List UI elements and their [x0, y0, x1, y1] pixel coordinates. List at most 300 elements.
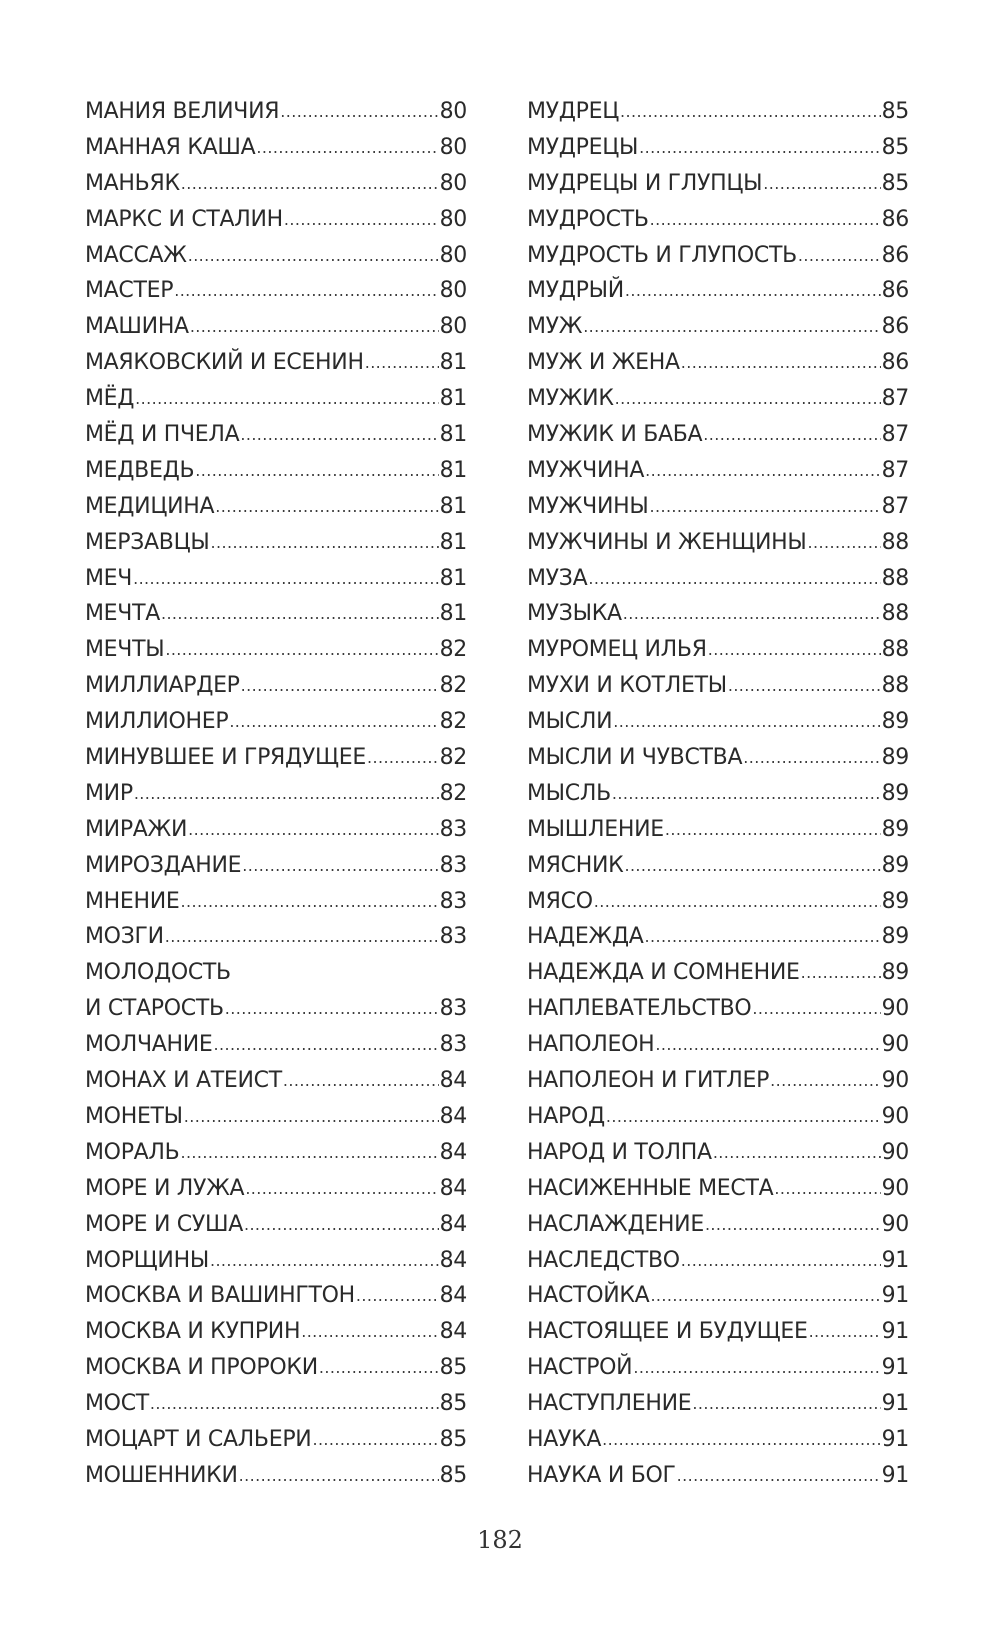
- dot-leader: [808, 524, 881, 561]
- index-term: НАСИЖЕННЫЕ МЕСТА: [527, 1175, 774, 1201]
- index-entry: [85, 884, 467, 920]
- index-page-ref: 91: [881, 1426, 909, 1452]
- dot-leader: [301, 1313, 438, 1350]
- index-entry: [85, 1278, 467, 1314]
- index-entry: [527, 489, 909, 525]
- dot-leader: [615, 380, 881, 417]
- index-page-ref: 83: [439, 1032, 467, 1058]
- dot-leader: [188, 237, 439, 274]
- index-entry: [527, 130, 909, 166]
- index-term: МОНЕТЫ: [85, 1103, 183, 1129]
- dot-leader: [624, 847, 880, 884]
- index-page-ref: 85: [439, 1391, 467, 1417]
- index-page-ref: 82: [439, 780, 467, 806]
- index-term: МОРЕ И ЛУЖА: [85, 1175, 245, 1201]
- dot-leader: [613, 703, 880, 740]
- dot-leader: [588, 560, 880, 597]
- dot-leader: [633, 1349, 880, 1386]
- index-entry: [85, 489, 467, 525]
- index-entry: [527, 1350, 909, 1386]
- index-term: МИРОЗДАНИЕ: [85, 852, 242, 878]
- dot-leader: [650, 201, 881, 238]
- index-entry: [85, 94, 467, 130]
- index-page-ref: 81: [439, 529, 467, 555]
- index-entry: [527, 1386, 909, 1422]
- index-page-ref: 84: [439, 1139, 467, 1165]
- index-entry: [527, 381, 909, 417]
- index-page-ref: 84: [439, 1319, 467, 1345]
- index-entry: [527, 238, 909, 274]
- index-entry: [527, 1171, 909, 1207]
- index-term: МУЖИК: [527, 386, 614, 412]
- index-term: МЫСЛИ: [527, 709, 613, 735]
- dot-leader: [181, 165, 439, 202]
- index-page-ref: 90: [881, 1032, 909, 1058]
- index-page-ref: 80: [439, 314, 467, 340]
- dot-leader: [798, 237, 881, 274]
- dot-leader: [752, 990, 880, 1027]
- dot-leader: [774, 1170, 880, 1207]
- index-page-ref: 83: [439, 996, 467, 1022]
- dot-leader: [161, 595, 439, 632]
- index-term: НАСЛЕДСТВО: [527, 1247, 680, 1273]
- index-entry: [85, 166, 467, 202]
- dot-leader: [210, 1242, 439, 1279]
- index-term: МЕЧТА: [85, 601, 160, 627]
- index-entry: [85, 381, 467, 417]
- index-term: МОШЕННИКИ: [85, 1462, 238, 1488]
- index-page-ref: 84: [439, 1211, 467, 1237]
- dot-leader: [594, 883, 881, 920]
- index-page-ref: 83: [439, 924, 467, 950]
- dot-leader: [681, 1242, 881, 1279]
- index-page-ref: 89: [881, 745, 909, 771]
- index-page-ref: 90: [881, 1175, 909, 1201]
- index-term: МАНИЯ ВЕЛИЧИЯ: [85, 99, 280, 124]
- index-page-ref: 81: [439, 386, 467, 412]
- index-entry: [527, 1207, 909, 1243]
- dot-leader: [677, 1457, 881, 1494]
- index-entry: [85, 704, 467, 740]
- index-page-ref: 91: [881, 1283, 909, 1309]
- index-term: МОЛЧАНИЕ: [85, 1032, 213, 1058]
- dot-leader: [809, 1313, 881, 1350]
- dot-leader: [245, 1170, 438, 1207]
- index-page-ref: 88: [881, 601, 909, 627]
- dot-leader: [280, 93, 438, 130]
- page-number: 182: [477, 1526, 523, 1554]
- dot-leader: [229, 703, 438, 740]
- index-term: МИРАЖИ: [85, 816, 188, 842]
- index-entry: [85, 1422, 467, 1458]
- index-entry: [85, 1314, 467, 1350]
- index-term: МАШИНА: [85, 314, 189, 340]
- index-term: МУДРЕЦЫ: [527, 134, 639, 160]
- index-entry: [85, 1027, 467, 1063]
- index-term: МИЛЛИОНЕР: [85, 709, 229, 735]
- index-page-ref: 89: [881, 960, 909, 986]
- index-term: МУЗЫКА: [527, 601, 622, 627]
- index-term: МЕЧТЫ: [85, 637, 165, 663]
- index-entry: [527, 309, 909, 345]
- dot-leader: [244, 1206, 439, 1243]
- dot-leader: [645, 452, 880, 489]
- index-page-ref: 89: [881, 888, 909, 914]
- index-term: МУХИ И КОТЛЕТЫ: [527, 673, 727, 699]
- index-page-ref: 89: [881, 816, 909, 842]
- index-term: МУДРЕЦ: [527, 99, 620, 124]
- index-term: МУДРОСТЬ: [527, 206, 649, 232]
- index-page-ref: 85: [881, 99, 909, 124]
- index-term: МОНАХ И АТЕИСТ: [85, 1068, 282, 1094]
- dot-leader: [312, 1421, 438, 1458]
- index-entry: [85, 596, 467, 632]
- dot-leader: [135, 380, 438, 417]
- dot-leader: [705, 1206, 881, 1243]
- index-page-ref: 88: [881, 637, 909, 663]
- index-term: МЕДИЦИНА: [85, 493, 215, 519]
- index-page-ref: 86: [881, 278, 909, 304]
- index-term: МУДРОСТЬ И ГЛУПОСТЬ: [527, 242, 797, 268]
- index-entry: [85, 1386, 467, 1422]
- dot-leader: [602, 1421, 880, 1458]
- index-term: МОЗГИ: [85, 924, 164, 950]
- index-entry: [527, 345, 909, 381]
- index-page-ref: 89: [881, 924, 909, 950]
- dot-leader: [655, 1026, 880, 1063]
- dot-leader: [241, 667, 439, 704]
- dot-leader: [184, 1098, 439, 1135]
- index-page-ref: 91: [881, 1462, 909, 1488]
- index-entry: [527, 1135, 909, 1171]
- dot-leader: [583, 308, 880, 345]
- index-term: МЯСО: [527, 888, 593, 914]
- dot-leader: [215, 488, 438, 525]
- dot-leader: [188, 811, 438, 848]
- index-term: МЕДВЕДЬ: [85, 457, 195, 483]
- index-term: НАДЕЖДА И СОМНЕНИЕ: [527, 960, 800, 986]
- index-entry: [527, 525, 909, 561]
- index-entry: [527, 453, 909, 489]
- index-term: МОРЩИНЫ: [85, 1247, 209, 1273]
- index-term: МОСКВА И ПРОРОКИ: [85, 1355, 318, 1381]
- index-term: МОРАЛЬ: [85, 1139, 180, 1165]
- index-term: МАРКС И СТАЛИН: [85, 206, 283, 232]
- index-term: МАСТЕР: [85, 278, 174, 304]
- index-page-ref: 83: [439, 888, 467, 914]
- index-page-ref: 82: [439, 673, 467, 699]
- dot-leader: [367, 739, 439, 776]
- index-entry: [527, 740, 909, 776]
- dot-leader: [190, 308, 439, 345]
- index-entry: [527, 1458, 909, 1494]
- index-page-ref: 86: [881, 350, 909, 376]
- dot-leader: [150, 1385, 439, 1422]
- index-entry: [85, 453, 467, 489]
- index-entry: [85, 202, 467, 238]
- index-page-ref: 90: [881, 1211, 909, 1237]
- index-page-ref: 81: [439, 422, 467, 448]
- index-term: НАДЕЖДА: [527, 924, 644, 950]
- dot-leader: [174, 272, 438, 309]
- index-page-ref: 81: [439, 601, 467, 627]
- index-page-ref: 80: [439, 206, 467, 232]
- dot-leader: [728, 667, 881, 704]
- dot-leader: [165, 631, 438, 668]
- index-term: НАПЛЕВАТЕЛЬСТВО: [527, 996, 752, 1022]
- index-page-ref: 84: [439, 1068, 467, 1094]
- dot-leader: [649, 488, 880, 525]
- index-page-ref: 80: [439, 134, 467, 160]
- index-entry: [85, 273, 467, 309]
- index-entry: [85, 740, 467, 776]
- index-page-ref: 81: [439, 457, 467, 483]
- index-entry: [85, 1458, 467, 1494]
- dot-leader: [165, 918, 439, 955]
- index-entry: [527, 1314, 909, 1350]
- index-term: НАПОЛЕОН И ГИТЛЕР: [527, 1068, 770, 1094]
- index-page-ref: 90: [881, 1103, 909, 1129]
- index-entry: [85, 1171, 467, 1207]
- index-term: МУЖЧИНА: [527, 457, 645, 483]
- dot-leader: [365, 344, 439, 381]
- index-term: МУДРЕЦЫ И ГЛУПЦЫ: [527, 170, 763, 196]
- index-page-ref: 91: [881, 1355, 909, 1381]
- index-entry: [527, 704, 909, 740]
- dot-leader: [133, 560, 439, 597]
- index-entry: [85, 1063, 467, 1099]
- index-page-ref: 91: [881, 1391, 909, 1417]
- index-page-ref: 80: [439, 242, 467, 268]
- dot-leader: [239, 1457, 439, 1494]
- index-entry: [527, 812, 909, 848]
- index-entry: [527, 1422, 909, 1458]
- index-term: МУЖЧИНЫ: [527, 493, 649, 519]
- dot-leader: [211, 524, 439, 561]
- index-page-ref: 81: [439, 493, 467, 519]
- index-entry: [527, 991, 909, 1027]
- index-term: НАУКА И БОГ: [527, 1462, 676, 1488]
- index-entry: [85, 238, 467, 274]
- index-entry: [85, 417, 467, 453]
- index-entry: [85, 848, 467, 884]
- dot-leader: [713, 1134, 881, 1171]
- index-page-ref: 88: [881, 529, 909, 555]
- index-entry: [527, 1063, 909, 1099]
- index-term: МОРЕ И СУША: [85, 1211, 243, 1237]
- index-entry: [85, 812, 467, 848]
- index-entry: [85, 345, 467, 381]
- dot-leader: [770, 1062, 880, 1099]
- index-term: МОЦАРТ И САЛЬЕРИ: [85, 1426, 312, 1452]
- index-term: МУЖЧИНЫ И ЖЕНЩИНЫ: [527, 529, 807, 555]
- dot-leader: [665, 811, 881, 848]
- index-entry: [527, 848, 909, 884]
- index-page-ref: 84: [439, 1175, 467, 1201]
- index-term: МЕРЗАВЦЫ: [85, 529, 210, 555]
- index-term: МЁД: [85, 386, 135, 412]
- index-term: МУЖИК И БАБА: [527, 422, 703, 448]
- dot-leader: [692, 1385, 880, 1422]
- index-page-ref: 90: [881, 996, 909, 1022]
- dot-leader: [319, 1349, 439, 1386]
- index-entry: [85, 1350, 467, 1386]
- index-term: НАПОЛЕОН: [527, 1032, 655, 1058]
- dot-leader: [763, 165, 880, 202]
- dot-leader: [625, 272, 881, 309]
- index-term: МЕЧ: [85, 565, 133, 591]
- index-term: МИР: [85, 780, 133, 806]
- index-term: МАННАЯ КАША: [85, 134, 256, 160]
- index-term: МНЕНИЕ: [85, 888, 180, 914]
- index-page-ref: 87: [881, 493, 909, 519]
- index-page-ref: 91: [881, 1319, 909, 1345]
- index-term: НАУКА: [527, 1426, 602, 1452]
- dot-leader: [703, 416, 880, 453]
- index-page-ref: 89: [881, 780, 909, 806]
- index-term: МУЖ: [527, 314, 583, 340]
- index-entry: [527, 1243, 909, 1279]
- dot-leader: [181, 883, 439, 920]
- index-page-ref: 85: [881, 134, 909, 160]
- index-page-ref: 85: [439, 1426, 467, 1452]
- index-term: МАНЬЯК: [85, 170, 180, 196]
- dot-leader: [242, 847, 438, 884]
- dot-leader: [743, 739, 880, 776]
- index-term: МОСКВА И КУПРИН: [85, 1319, 301, 1345]
- index-term: МИНУВШЕЕ И ГРЯДУЩЕЕ: [85, 745, 366, 771]
- index-entry: [85, 1135, 467, 1171]
- index-page-ref: 82: [439, 637, 467, 663]
- index-term: МАССАЖ: [85, 242, 187, 268]
- index-term: НАСТРОЙ: [527, 1355, 633, 1381]
- index-entry: [527, 417, 909, 453]
- index-entry: [527, 919, 909, 955]
- dot-leader: [195, 452, 438, 489]
- index-term: И СТАРОСТЬ: [85, 996, 224, 1022]
- index-entry: [85, 1099, 467, 1135]
- index-page-ref: 86: [881, 206, 909, 232]
- index-entry: [527, 884, 909, 920]
- index-page-ref: 81: [439, 565, 467, 591]
- dot-leader: [180, 1134, 438, 1171]
- index-page-ref: 81: [439, 350, 467, 376]
- index-term: МУДРЫЙ: [527, 278, 624, 304]
- index-entry: [527, 1027, 909, 1063]
- index-page-ref: 90: [881, 1068, 909, 1094]
- index-page-ref: 90: [881, 1139, 909, 1165]
- index-entry: [85, 1243, 467, 1279]
- dot-leader: [283, 1062, 439, 1099]
- index-page-ref: 85: [881, 170, 909, 196]
- index-entry: [85, 309, 467, 345]
- index-entry: [85, 955, 467, 991]
- index-column-left: [85, 94, 467, 1494]
- dot-leader: [623, 595, 881, 632]
- index-page-ref: 85: [439, 1355, 467, 1381]
- dot-leader: [225, 990, 439, 1027]
- index-term: НАСТУПЛЕНИЕ: [527, 1391, 692, 1417]
- index-term: НАСТОЙКА: [527, 1283, 650, 1309]
- index-entry: [527, 955, 909, 991]
- dot-leader: [612, 775, 881, 812]
- index-entry: [527, 94, 909, 130]
- index-page-ref: 87: [881, 457, 909, 483]
- index-entry: [527, 1278, 909, 1314]
- dot-leader: [284, 201, 439, 238]
- index-page-ref: 80: [439, 99, 467, 124]
- index-term: МЫШЛЕНИЕ: [527, 816, 664, 842]
- dot-leader: [650, 1277, 880, 1314]
- index-page-ref: 87: [881, 386, 909, 412]
- index-term: МУЖ И ЖЕНА: [527, 350, 680, 376]
- index-term: МЁД И ПЧЕЛА: [85, 422, 240, 448]
- index-entry: [85, 919, 467, 955]
- index-entry: [85, 1207, 467, 1243]
- index-entry: [85, 525, 467, 561]
- index-term: МОСТ: [85, 1391, 149, 1417]
- index-term: МЫСЛЬ: [527, 780, 611, 806]
- index-page-ref: 85: [439, 1462, 467, 1488]
- index-entry: [527, 668, 909, 704]
- index-term: НАСЛАЖДЕНИЕ: [527, 1211, 704, 1237]
- index-term: МЫСЛИ И ЧУВСТВА: [527, 745, 743, 771]
- index-term: НАСТОЯЩЕЕ И БУДУЩЕЕ: [527, 1319, 808, 1345]
- index-term: МУРОМЕЦ ИЛЬЯ: [527, 637, 707, 663]
- index-page-ref: 82: [439, 745, 467, 771]
- index-entry: [527, 166, 909, 202]
- index-term: НАРОД: [527, 1103, 605, 1129]
- dot-leader: [256, 129, 438, 166]
- index-page-ref: 86: [881, 242, 909, 268]
- index-page-ref: 84: [439, 1283, 467, 1309]
- index-page-ref: 83: [439, 816, 467, 842]
- dot-leader: [606, 1098, 881, 1135]
- index-entry: [527, 776, 909, 812]
- index-page-ref: 84: [439, 1103, 467, 1129]
- dot-leader: [240, 416, 438, 453]
- dot-leader: [356, 1277, 439, 1314]
- index-entry: [85, 632, 467, 668]
- index-page-ref: 87: [881, 422, 909, 448]
- dot-leader: [708, 631, 881, 668]
- index-page-ref: 88: [881, 673, 909, 699]
- index-column-right: [527, 94, 909, 1494]
- index-term: МОСКВА И ВАШИНГТОН: [85, 1283, 355, 1309]
- index-entry: [527, 632, 909, 668]
- index-page-ref: 84: [439, 1247, 467, 1273]
- index-entry: [85, 130, 467, 166]
- index-entry: [85, 668, 467, 704]
- index-term: МИЛЛИАРДЕР: [85, 673, 240, 699]
- index-page-ref: 86: [881, 314, 909, 340]
- index-page-ref: 89: [881, 709, 909, 735]
- index-term: НАРОД И ТОЛПА: [527, 1139, 712, 1165]
- index-page-ref: 89: [881, 852, 909, 878]
- index-page-ref: 88: [881, 565, 909, 591]
- dot-leader: [801, 954, 881, 991]
- index-entry: [527, 1099, 909, 1135]
- dot-leader: [134, 775, 439, 812]
- index-page-ref: 80: [439, 278, 467, 304]
- index-page-ref: 91: [881, 1247, 909, 1273]
- index-term: МЯСНИК: [527, 852, 624, 878]
- index-term: МАЯКОВСКИЙ И ЕСЕНИН: [85, 350, 364, 376]
- index-entry: [85, 991, 467, 1027]
- index-term: МУЗА: [527, 565, 588, 591]
- dot-leader: [681, 344, 881, 381]
- index-entry: [527, 273, 909, 309]
